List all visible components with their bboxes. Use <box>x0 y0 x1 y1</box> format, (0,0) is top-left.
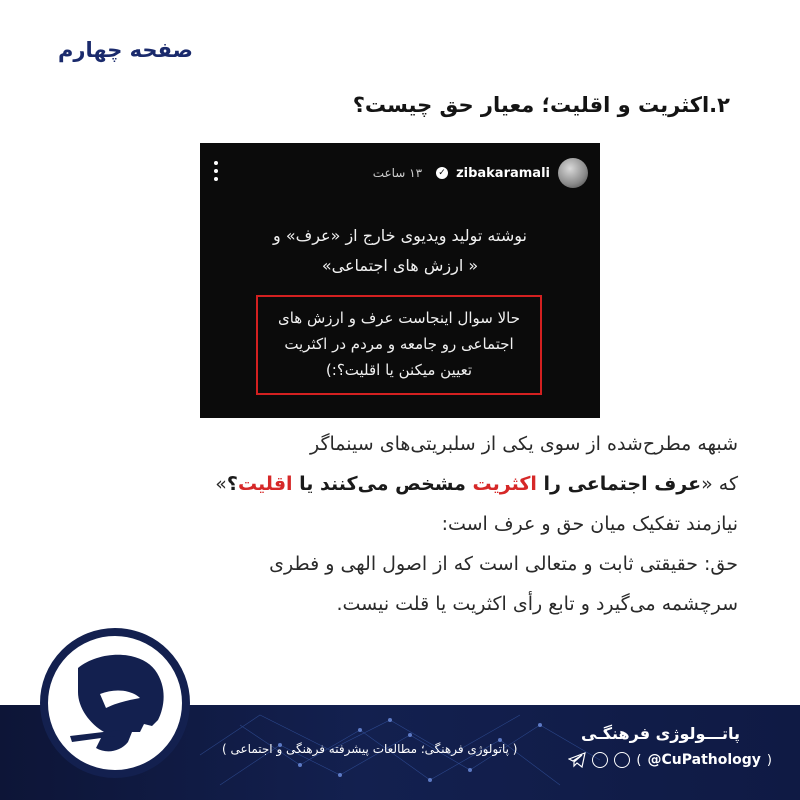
footer-subtitle: ( پاتولوژی فرهنگی؛ مطالعات پیشرفته فرهنگی و اجتماعی ) <box>222 742 518 756</box>
story-header <box>212 157 588 189</box>
social-handle: @CuPathology <box>647 752 761 768</box>
eitaa-icon <box>614 752 630 768</box>
highlight-majority: اکثریت <box>472 473 537 495</box>
section-title: ۲.اکثریت و اقلیت؛ معیار حق چیست؟ <box>352 93 730 117</box>
page-label: صفحه چهارم <box>58 38 193 62</box>
story-box-line-2: اجتماعی رو جامعه و مردم در اکثریت <box>284 335 514 353</box>
story-time: ۱۳ ساعت <box>372 166 423 180</box>
paren-open: ( <box>636 752 642 768</box>
body-paragraph-5: سرچشمه می‌گیرد و تابع رأی اکثریت یا قلت نیست. <box>336 593 738 615</box>
bold-phrase-1: عرف اجتماعی را <box>536 473 702 495</box>
body-paragraph-3: نیازمند تفکیک میان حق و عرف است: <box>441 513 738 535</box>
body-text <box>58 424 738 624</box>
verified-icon: ✓ <box>436 167 448 179</box>
more-options-icon <box>214 161 220 181</box>
instagram-icon <box>592 752 608 768</box>
body-paragraph-4: حق: حقیقتی ثابت و متعالی است که از اصول الهی و فطری <box>269 553 738 575</box>
quote-open: که « <box>701 473 738 495</box>
quote-close: » <box>215 473 227 495</box>
highlight-minority: اقلیت <box>237 473 293 495</box>
story-box-line-3: تعیین میکنن یا اقلیت؟:) <box>325 361 473 379</box>
story-box-line-1: حالا سوال اینجاست عرف و ارزش های <box>277 309 520 327</box>
paren-close: ) <box>766 752 772 768</box>
story-username: zibakaramali <box>456 165 550 181</box>
logo-icon <box>40 628 190 778</box>
avatar <box>558 158 588 188</box>
bold-phrase-2: مشخص می‌کنند یا <box>292 473 473 495</box>
story-line-1: نوشته تولید ویدیوی خارج از «عرف» و <box>273 226 527 245</box>
story-caption <box>240 221 560 281</box>
question-mark: ؟ <box>226 473 238 495</box>
story-screenshot <box>200 143 600 418</box>
story-highlight-box <box>256 295 542 395</box>
body-paragraph-2 <box>58 464 738 504</box>
social-handle-row <box>568 752 772 768</box>
brand-name: پاتـــولوژی فرهنگـی <box>581 724 740 743</box>
story-line-2: « ارزش های اجتماعی» <box>321 256 479 275</box>
body-paragraph-1: شبهه مطرح‌شده از سوی یکی از سلبریتی‌های سینماگر <box>309 433 738 455</box>
telegram-icon <box>568 752 586 768</box>
